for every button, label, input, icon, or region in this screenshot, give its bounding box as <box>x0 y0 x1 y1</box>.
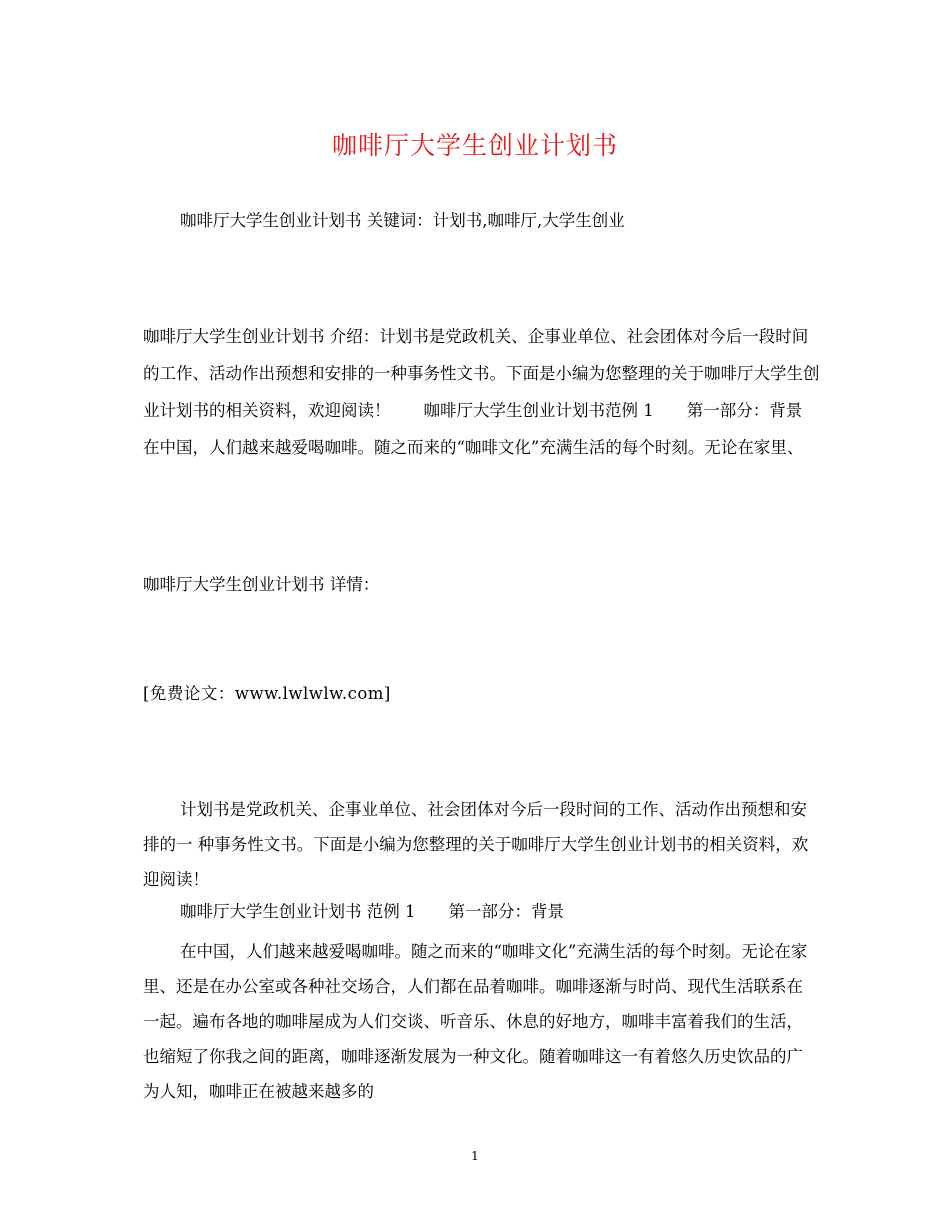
body-paragraph: 在中国，人们越来越爱喝咖啡。随之而来的“咖啡文化”充满生活的每个时刻。无论在家里、还是在办公室或各种社交场合，人们都在品着咖啡。咖啡逐渐与时尚、现代生活联系在一起。遍布各地的咖啡屋成为人们交谈、听音乐、休息的好地方，咖啡丰富着我们的生活，也缩短了你我之间的距离，咖啡逐渐发展为一种文化。随着咖啡这一有着悠久历史饮品的广为人知，咖啡正在被越来越多的 <box>143 942 808 1101</box>
keywords-line: 咖啡厅大学生创业计划书 关键词：计划书,咖啡厅,大学生创业 <box>180 211 625 230</box>
body-paragraph: 咖啡厅大学生创业计划书 范例 1 第一部分：背景 <box>180 902 564 921</box>
document-title: 咖啡厅大学生创业计划书 <box>331 131 618 160</box>
free-paper-link: [免费论文：www.lwlwlw.com] <box>143 684 391 703</box>
body-paragraph: 计划书是党政机关、企事业单位、社会团体对今后一段时间的工作、活动作出预想和安排的一 种事务性文书。下面是小编为您整理的关于咖啡厅大学生创业计划书的相关资料，欢迎阅读！ <box>143 800 809 889</box>
page-number: 1 <box>471 1149 479 1163</box>
intro-paragraph: 咖啡厅大学生创业计划书 介绍：计划书是党政机关、企事业单位、社会团体对今后一段时间的工作、活动作出预想和安排的一种事务性文书。下面是小编为您整理的关于咖啡厅大学生创业计划书的相关资料，欢迎阅读！ 咖啡厅大学生创业计划书范例 1 第一部分：背景 在中国，人们越来越爱喝咖啡。随之而来的“咖啡文化”充满生活的每个时刻。无论在家里、 <box>143 327 836 457</box>
detail-heading: 咖啡厅大学生创业计划书 详情： <box>143 575 380 594</box>
